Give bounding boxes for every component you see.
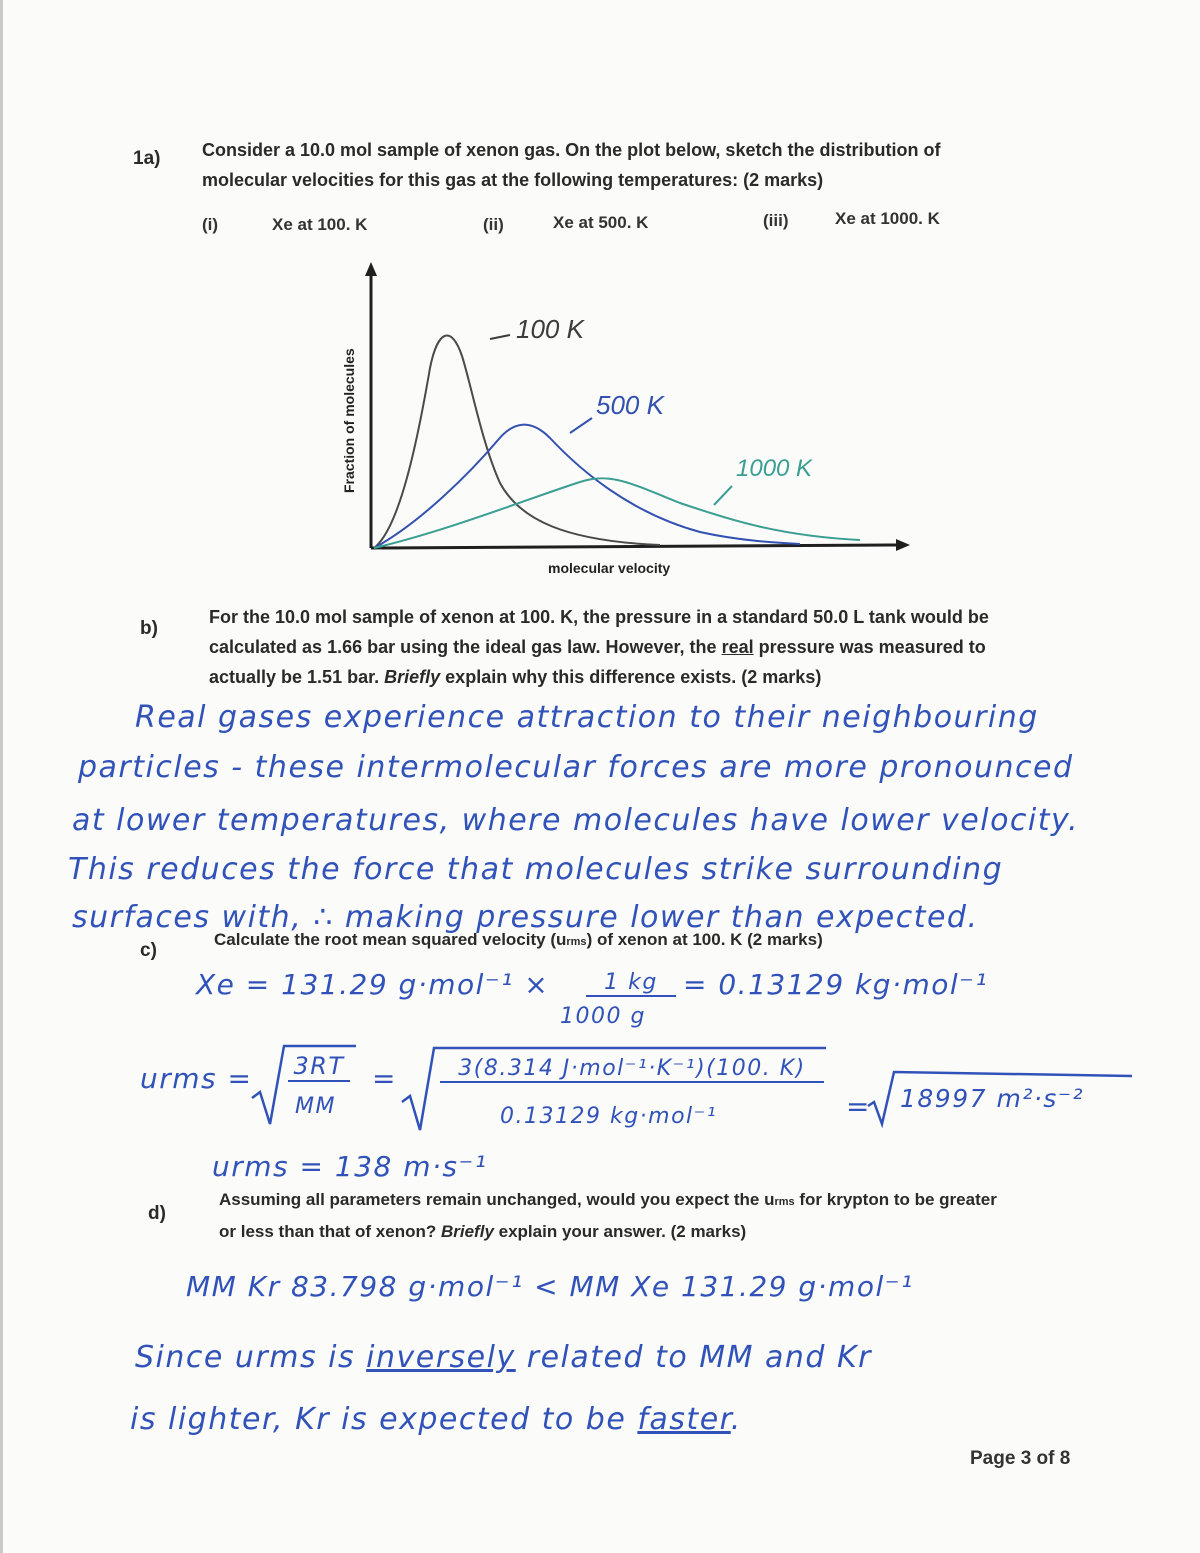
answer-1b-line5: surfaces with, ∴ making pressure lower than expected. — [72, 900, 979, 935]
answer-1d-inversely: inversely — [366, 1340, 516, 1375]
question-1d-line2 — [219, 1217, 1079, 1247]
question-1d-label: d) — [148, 1203, 166, 1224]
calc-kg-num: 1 kg — [586, 970, 676, 997]
question-1b-line2-end: pressure was measured to — [758, 637, 986, 657]
label-500k: 500 K — [596, 390, 664, 420]
answer-1d-faster: faster — [637, 1402, 731, 1437]
question-1c-prompt — [214, 930, 823, 950]
question-1b-prompt — [209, 602, 1029, 692]
question-1c-sub: rms — [566, 936, 587, 948]
question-1a-line2: molecular velocities for this gas at the following temperatures: (2 marks) — [202, 170, 824, 190]
label-100k: 100 K — [516, 314, 584, 344]
y-axis-arrow — [365, 262, 377, 276]
question-1b-line3-start: actually be 1.51 bar. — [209, 667, 380, 687]
label-500k-tick — [570, 418, 592, 433]
question-1a-line1: Consider a 10.0 mol sample of xenon gas. On the plot below, sketch the distribution of — [202, 140, 941, 160]
question-1b-line2-start: calculated as 1.66 bar using the ideal gas law. However, the — [209, 637, 717, 657]
calc-eq2: = — [846, 1090, 871, 1123]
calc-kg-den: 1000 g — [560, 1004, 646, 1029]
calc-f1-den: MM — [295, 1094, 336, 1119]
calc-eq1: = — [372, 1062, 397, 1095]
answer-1b-line3: at lower temperatures, where molecules have lower velocity. — [72, 803, 1079, 838]
label-1000k-tick — [714, 486, 732, 505]
page-edge — [0, 0, 3, 1553]
calc-f2-den: 0.13129 kg·mol⁻¹ — [500, 1104, 718, 1129]
question-1d-line1 — [219, 1185, 1079, 1217]
answer-1b-line1: Real gases experience attraction to their neighbouring — [135, 700, 1039, 735]
calc-xe-lhs: Xe = 131.29 g·mol⁻¹ × — [196, 968, 550, 1001]
answer-1d-line1: MM Kr 83.798 g·mol⁻¹ < MM Xe 131.29 g·mol⁻¹ — [186, 1270, 914, 1303]
question-1b-line2 — [209, 632, 1029, 662]
option-i-text: Xe at 100. K — [272, 215, 368, 234]
option-iii-text: Xe at 1000. K — [835, 209, 940, 228]
option-ii-num: (ii) — [483, 215, 504, 234]
label-100k-tick — [490, 335, 510, 339]
calc-f2-num: 3(8.314 J·mol⁻¹·K⁻¹)(100. K) — [440, 1056, 824, 1083]
question-1c-start: Calculate the root mean squared velocity (u — [214, 930, 567, 949]
answer-1b-line4: This reduces the force that molecules strike surrounding — [68, 852, 1004, 887]
answer-1d-line2-end: related to MM and Kr — [526, 1340, 873, 1375]
label-1000k: 1000 K — [736, 455, 813, 482]
answer-1b-line2: particles - these intermolecular forces are more pronounced — [78, 750, 1074, 785]
question-1a-prompt — [202, 135, 1002, 195]
question-1b-real-word: real — [721, 637, 754, 657]
option-iii-num: (iii) — [763, 211, 789, 230]
answer-1d-line2 — [135, 1340, 872, 1375]
calc-f3: 18997 m²·s⁻² — [900, 1084, 1085, 1113]
option-i-num: (i) — [202, 215, 219, 234]
calc-kg-result: = 0.13129 kg·mol⁻¹ — [683, 968, 989, 1001]
answer-1d-line3 — [130, 1402, 742, 1437]
x-axis-label: molecular velocity — [548, 560, 671, 576]
question-1a-label: 1a) — [133, 148, 161, 169]
curve-100k — [374, 335, 660, 548]
calc-f1-num: 3RT — [288, 1052, 350, 1082]
question-1b-line3-end: explain why this difference exists. (2 marks) — [445, 667, 822, 687]
question-1d-line1-start: Assuming all parameters remain unchanged, would you expect the u — [219, 1190, 775, 1209]
question-1d-line1-end: for krypton to be greater — [799, 1190, 997, 1209]
question-1d-line2-end: explain your answer. (2 marks) — [498, 1222, 747, 1241]
velocity-distribution-plot — [330, 258, 930, 588]
option-ii-text: Xe at 500. K — [553, 213, 649, 232]
question-1d-sub: rms — [774, 1196, 795, 1208]
y-axis-label: Fraction of molecules — [341, 348, 357, 493]
question-1d-briefly: Briefly — [440, 1222, 494, 1241]
answer-1d-line3-start: is lighter, Kr is expected to be — [130, 1402, 627, 1437]
answer-1d-line2-start: Since urms is — [135, 1340, 356, 1375]
question-1d-line2-start: or less than that of xenon? — [219, 1222, 437, 1241]
x-axis — [371, 545, 898, 548]
question-1b-line3 — [209, 662, 1029, 692]
question-1c-label: c) — [140, 940, 157, 961]
page-number: Page 3 of 8 — [970, 1448, 1071, 1469]
calc-result: urms = 138 m·s⁻¹ — [212, 1150, 488, 1183]
question-1c-end: ) of xenon at 100. K (2 marks) — [586, 930, 823, 949]
question-1b-label: b) — [140, 618, 158, 639]
curve-1000k — [374, 478, 860, 548]
answer-1d-line3-end: . — [730, 1402, 742, 1437]
calc-urms-lhs: urms = — [140, 1062, 253, 1095]
x-axis-arrow — [896, 539, 910, 551]
question-1b-line1: For the 10.0 mol sample of xenon at 100. K, the pressure in a standard 50.0 L tank would be — [209, 607, 989, 627]
question-1b-briefly: Briefly — [384, 667, 441, 687]
question-1d-prompt — [219, 1185, 1079, 1247]
